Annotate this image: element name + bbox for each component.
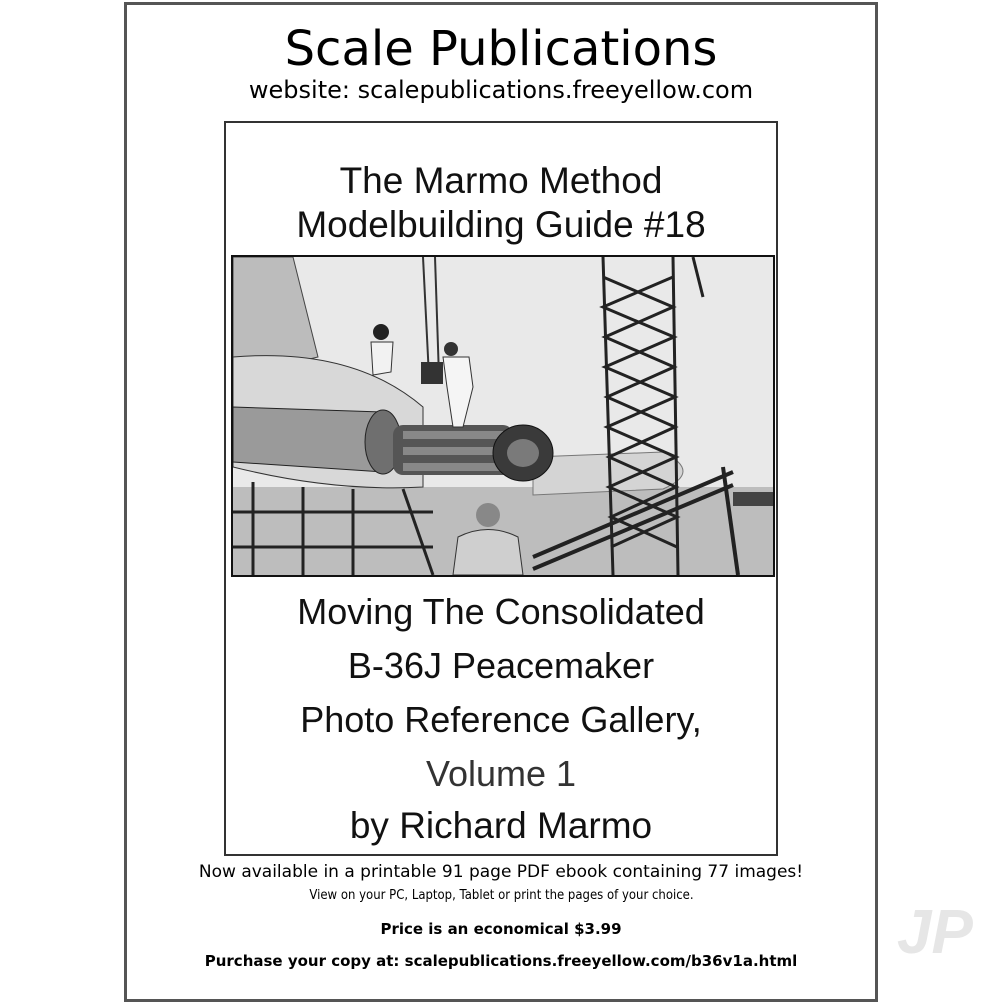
promo-block xyxy=(127,860,875,971)
series-line-1: The Marmo Method xyxy=(339,160,663,201)
devices-text: View on your PC, Laptop, Tablet or print the pages of your choice. xyxy=(308,888,694,903)
price-text: Price is an economical $3.99 xyxy=(380,920,622,938)
title-line-4: Volume 1 xyxy=(425,753,577,794)
book-title xyxy=(226,585,776,801)
publisher-title: Scale Publications xyxy=(284,21,718,77)
series-line-2: Modelbuilding Guide #18 xyxy=(296,204,706,245)
svg-text:JP: JP xyxy=(897,898,973,965)
author-byline: by Richard Marmo xyxy=(349,805,653,846)
title-line-2: B-36J Peacemaker xyxy=(347,645,655,686)
ad-page xyxy=(124,2,878,1002)
jp-logo-watermark xyxy=(893,895,973,965)
cover-photo xyxy=(231,255,775,577)
availability-text: Now available in a printable 91 page PDF ebook containing 77 images! xyxy=(198,862,804,882)
purchase-link[interactable]: Purchase your copy at: scalepublications.freeyellow.com/b36v1a.html xyxy=(204,952,798,970)
series-title xyxy=(226,159,776,247)
title-line-1: Moving The Consolidated xyxy=(297,591,705,632)
publisher-website: website: scalepublications.freeyellow.com xyxy=(248,76,754,104)
title-line-3: Photo Reference Gallery, xyxy=(300,699,702,740)
book-cover xyxy=(224,121,778,856)
